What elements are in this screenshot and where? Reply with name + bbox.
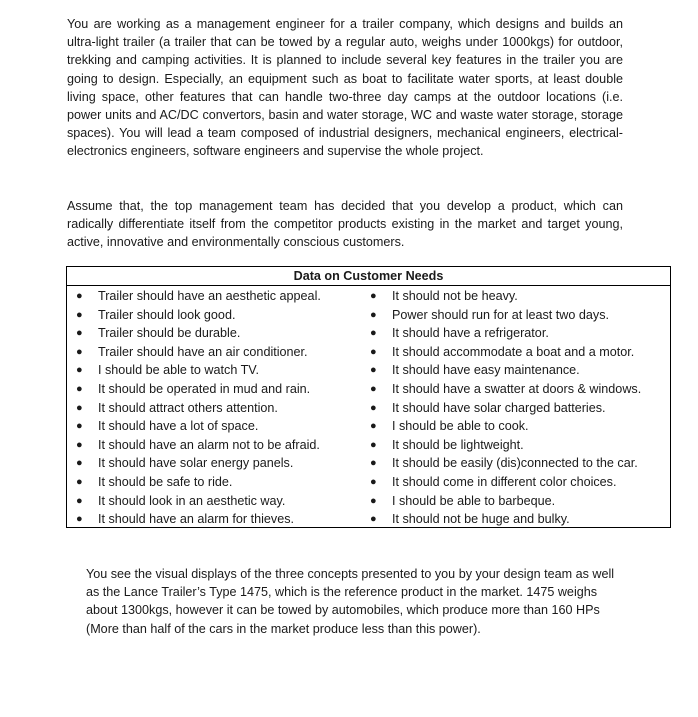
need-item bbox=[369, 492, 669, 511]
bullet-icon: ● bbox=[370, 513, 377, 526]
need-text: Trailer should be durable. bbox=[98, 326, 241, 341]
need-text: It should not be heavy. bbox=[392, 289, 518, 303]
need-item bbox=[75, 417, 365, 436]
need-text: It should be safe to ride. bbox=[98, 474, 233, 489]
bullet-icon: ● bbox=[76, 345, 83, 358]
bullet-icon: ● bbox=[370, 457, 377, 470]
need-item bbox=[369, 343, 669, 362]
need-text: Power should run for at least two days. bbox=[392, 307, 610, 322]
need-text: Trailer should have an air conditioner. bbox=[98, 344, 308, 359]
bullet-icon: ● bbox=[370, 364, 377, 377]
need-item bbox=[369, 399, 669, 418]
bullet-icon: ● bbox=[76, 457, 83, 470]
bullet-icon: ● bbox=[370, 475, 377, 488]
need-item bbox=[75, 473, 365, 492]
need-item bbox=[369, 287, 669, 306]
need-text: It should have a lot of space. bbox=[98, 419, 259, 434]
need-item bbox=[75, 380, 365, 399]
need-item bbox=[75, 436, 365, 455]
need-text: It should have a refrigerator. bbox=[392, 326, 549, 341]
intro-paragraph: You are working as a management engineer for a trailer company, which designs and builds an ultra-light trailer (a trailer that can be towed by a regular auto, weighs under 1000kgs) for outdoor, trekking and camping activities. It is planned to include several key features in the trailer you are going to design. Especially, an equipment such as boat to facilitate water sports, at least double living space, other features that can handle two-three day camps at the outdoor locations (i.e. power units and AC/DC convertors, basin and water storage, WC and waste water storage, storage spaces). You will lead a team composed of industrial designers, mechanical engineers, electrical-electronics engineers, software engineers and supervise the whole project. bbox=[67, 17, 623, 159]
concepts-paragraph: You see the visual displays of the three concepts presented to you by your design team as well as the Lance Trailer’s Type 1475, which is the reference product in the market. 1475 weighs about 1300kgs, however it can be towed by automobiles, which produce more than 160 HPs (More than half of the cars in the market produce less than this power). bbox=[86, 567, 615, 636]
need-text: It should have a swatter at doors & windows. bbox=[392, 381, 642, 396]
need-item bbox=[369, 436, 669, 455]
need-text: It should accommodate a boat and a motor. bbox=[392, 344, 635, 359]
need-item bbox=[75, 306, 365, 325]
need-text: It should attract others attention. bbox=[98, 400, 278, 415]
bullet-icon: ● bbox=[76, 475, 83, 488]
bullet-icon: ● bbox=[76, 513, 83, 526]
need-text: It should have an alarm not to be afraid. bbox=[98, 437, 320, 452]
need-text: It should have easy maintenance. bbox=[392, 363, 580, 378]
need-text: Trailer should have an aesthetic appeal. bbox=[98, 289, 321, 303]
need-item bbox=[75, 287, 365, 306]
bullet-icon: ● bbox=[370, 401, 377, 414]
need-item bbox=[369, 361, 669, 380]
need-item bbox=[369, 417, 669, 436]
need-text: It should be easily (dis)connected to the car. bbox=[392, 456, 638, 471]
need-text: It should come in different color choices. bbox=[392, 474, 617, 489]
bullet-icon: ● bbox=[370, 290, 377, 302]
need-text: I should be able to cook. bbox=[392, 419, 529, 434]
need-text: I should be able to barbeque. bbox=[392, 493, 556, 508]
need-item bbox=[75, 324, 365, 343]
customer-needs-right-column bbox=[369, 287, 669, 529]
bullet-icon: ● bbox=[76, 401, 83, 414]
need-text: It should have solar energy panels. bbox=[98, 456, 294, 471]
need-item bbox=[369, 380, 669, 399]
need-item bbox=[75, 399, 365, 418]
bullet-icon: ● bbox=[76, 290, 83, 302]
assumption-paragraph: Assume that, the top management team has decided that you develop a product, which can radically differentiate itself from the competitor products existing in the market and target young, active, innovative and environmentally conscious customers. bbox=[67, 199, 623, 250]
bullet-icon: ● bbox=[370, 308, 377, 321]
bullet-icon: ● bbox=[370, 438, 377, 451]
bullet-icon: ● bbox=[370, 494, 377, 507]
need-text: I should be able to watch TV. bbox=[98, 363, 260, 378]
bullet-icon: ● bbox=[76, 420, 83, 433]
need-text: It should have solar charged batteries. bbox=[392, 400, 606, 415]
customer-needs-table bbox=[66, 266, 671, 528]
need-item bbox=[369, 324, 669, 343]
need-item bbox=[369, 454, 669, 473]
need-item bbox=[75, 454, 365, 473]
need-text: Trailer should look good. bbox=[98, 307, 236, 322]
customer-needs-title: Data on Customer Needs bbox=[67, 267, 670, 286]
need-item bbox=[75, 510, 365, 529]
need-item bbox=[369, 306, 669, 325]
bullet-icon: ● bbox=[76, 494, 83, 507]
need-text: It should look in an aesthetic way. bbox=[98, 493, 286, 508]
need-item bbox=[75, 361, 365, 380]
bullet-icon: ● bbox=[76, 382, 83, 395]
bullet-icon: ● bbox=[76, 364, 83, 377]
bullet-icon: ● bbox=[76, 308, 83, 321]
bullet-icon: ● bbox=[370, 345, 377, 358]
need-text: It should not be huge and bulky. bbox=[392, 512, 570, 527]
need-text: It should be operated in mud and rain. bbox=[98, 381, 311, 396]
bullet-icon: ● bbox=[370, 327, 377, 340]
bullet-icon: ● bbox=[76, 327, 83, 340]
need-item bbox=[369, 473, 669, 492]
need-text: It should be lightweight. bbox=[392, 437, 524, 452]
bullet-icon: ● bbox=[370, 420, 377, 433]
need-item bbox=[75, 343, 365, 362]
need-item bbox=[369, 510, 669, 529]
bullet-icon: ● bbox=[76, 438, 83, 451]
need-text: It should have an alarm for thieves. bbox=[98, 512, 295, 527]
bullet-icon: ● bbox=[370, 382, 377, 395]
customer-needs-left-column bbox=[75, 287, 365, 529]
need-item bbox=[75, 492, 365, 511]
